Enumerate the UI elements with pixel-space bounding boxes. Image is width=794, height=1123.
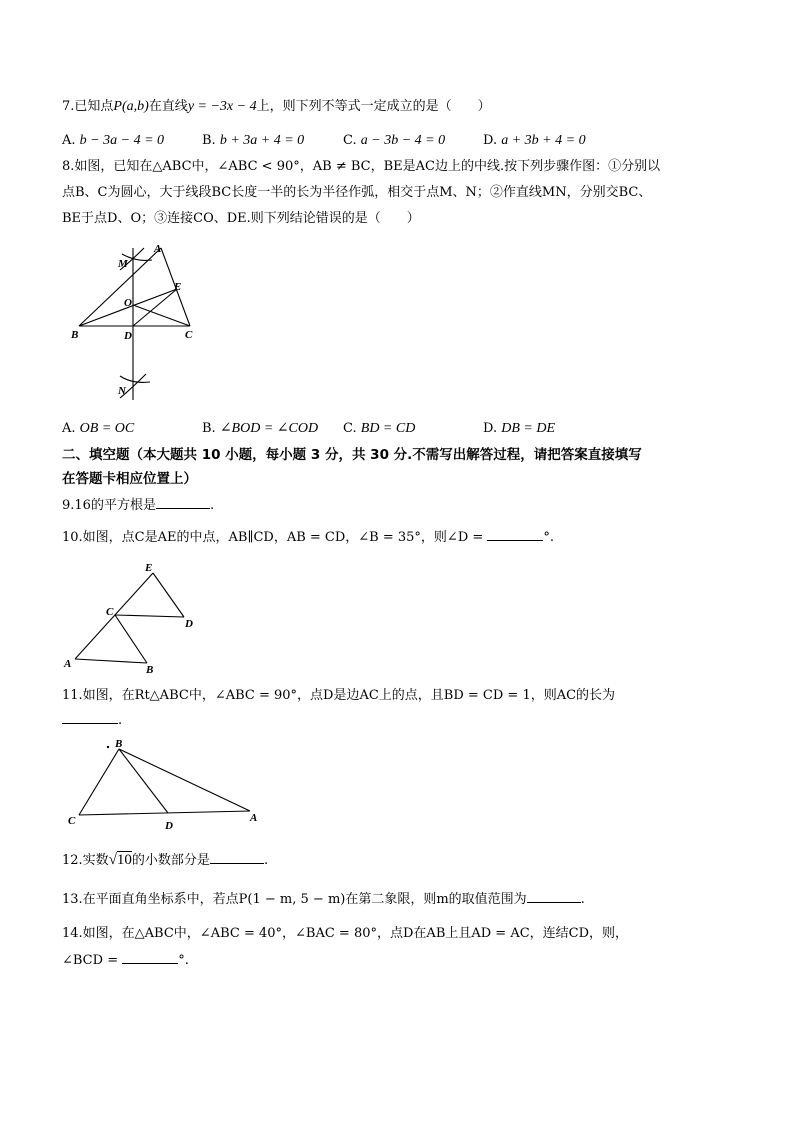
- q8-option-c[interactable]: C. BD = CD: [343, 421, 416, 436]
- q7-option-c[interactable]: C. a − 3b − 4 = 0: [343, 133, 446, 148]
- q11-stem: 11.如图，在Rt△ABC中，∠ABC = 90°，点D是边AC上的点，且BD = CD = 1，则AC的长为: [62, 688, 616, 703]
- q12-stem: 12.实数√10的小数部分是 .: [62, 852, 269, 868]
- q8-label-b: B: [71, 329, 79, 341]
- q11-label-b: B: [115, 738, 123, 750]
- q8-option-d[interactable]: D. DB = DE: [483, 421, 556, 436]
- q8-stem-line1: 8.如图，已知在△ABC中，∠ABC < 90°，AB ≠ BC，BE是AC边上的中线.按下列步骤作图：①分别以: [62, 159, 661, 174]
- q11-figure: [62, 735, 272, 835]
- q14-answer-blank[interactable]: [122, 951, 178, 964]
- q7-point: P(a,b): [113, 99, 149, 114]
- q8-label-e: E: [174, 281, 182, 293]
- q9-stem: 9.16的平方根是 .: [62, 498, 215, 513]
- q10-label-e: E: [145, 562, 153, 574]
- q7-option-d[interactable]: D. a + 3b + 4 = 0: [483, 133, 586, 148]
- q10-answer-blank[interactable]: [487, 528, 543, 541]
- q8-option-a[interactable]: A. OB = OC: [62, 421, 135, 436]
- q10-label-c: C: [106, 606, 114, 618]
- section2-heading-line2: 在答题卡相应位置上）: [62, 471, 197, 487]
- q8-label-d: D: [124, 330, 132, 342]
- q10-label-b: B: [146, 664, 154, 676]
- q10-label-d: D: [185, 618, 193, 630]
- q12-answer-blank[interactable]: [210, 851, 264, 864]
- q7-line-equation: y = −3x − 4: [187, 99, 257, 114]
- q13-answer-blank[interactable]: [527, 890, 581, 903]
- q11-dot: [107, 746, 109, 748]
- q7-option-b[interactable]: B. b + 3a + 4 = 0: [202, 133, 305, 148]
- q14-stem-line2: ∠BCD = °.: [62, 953, 189, 968]
- q7-option-a[interactable]: A. b − 3a − 4 = 0: [62, 133, 165, 148]
- section2-heading-line1: 二、填空题（本大题共 10 小题，每小题 3 分，共 30 分.不需写出解答过程，请把答案直接填写: [62, 447, 642, 463]
- q8-label-a: A: [154, 243, 162, 255]
- q8-label-o: O: [124, 297, 132, 309]
- q9-answer-blank[interactable]: [156, 496, 210, 509]
- q10-figure: [62, 560, 202, 678]
- q12-sqrt: √10: [108, 852, 132, 868]
- q13-stem: 13.在平面直角坐标系中，若点P(1 − m, 5 − m)在第二象限，则m的取值范围为 .: [62, 892, 585, 907]
- q10-label-a: A: [64, 658, 72, 670]
- q11-label-a: A: [250, 812, 258, 824]
- q8-label-m: M: [118, 258, 128, 270]
- q8-stem-line3: BE于点D、O；③连接CO、DE.则下列结论错误的是（ ）: [62, 211, 420, 226]
- q8-stem-line2: 点B、C为圆心，大于线段BC长度一半的长为半径作弧，相交于点M、N；②作直线MN，分别交BC、: [62, 185, 652, 200]
- q8-label-n: N: [118, 385, 126, 397]
- q8-figure: [60, 238, 200, 408]
- q11-answer-line: .: [62, 711, 122, 730]
- q7-stem: 7.已知点P(a,b)在直线y = −3x − 4上，则下列不等式一定成立的是（ ）: [62, 99, 491, 114]
- q14-stem-line1: 14.如图，在△ABC中，∠ABC = 40°，∠BAC = 80°，点D在AB上且AD = AC，连结CD，则，: [62, 926, 629, 941]
- q11-answer-blank[interactable]: [62, 711, 118, 724]
- q8-option-b[interactable]: B. ∠BOD = ∠COD: [202, 421, 319, 436]
- q11-label-d: D: [165, 820, 173, 832]
- q8-label-c: C: [185, 329, 193, 341]
- q10-stem: 10.如图，点C是AE的中点，AB∥CD，AB = CD，∠B = 35°，则∠D = °.: [62, 530, 555, 545]
- q11-label-c: C: [68, 815, 76, 827]
